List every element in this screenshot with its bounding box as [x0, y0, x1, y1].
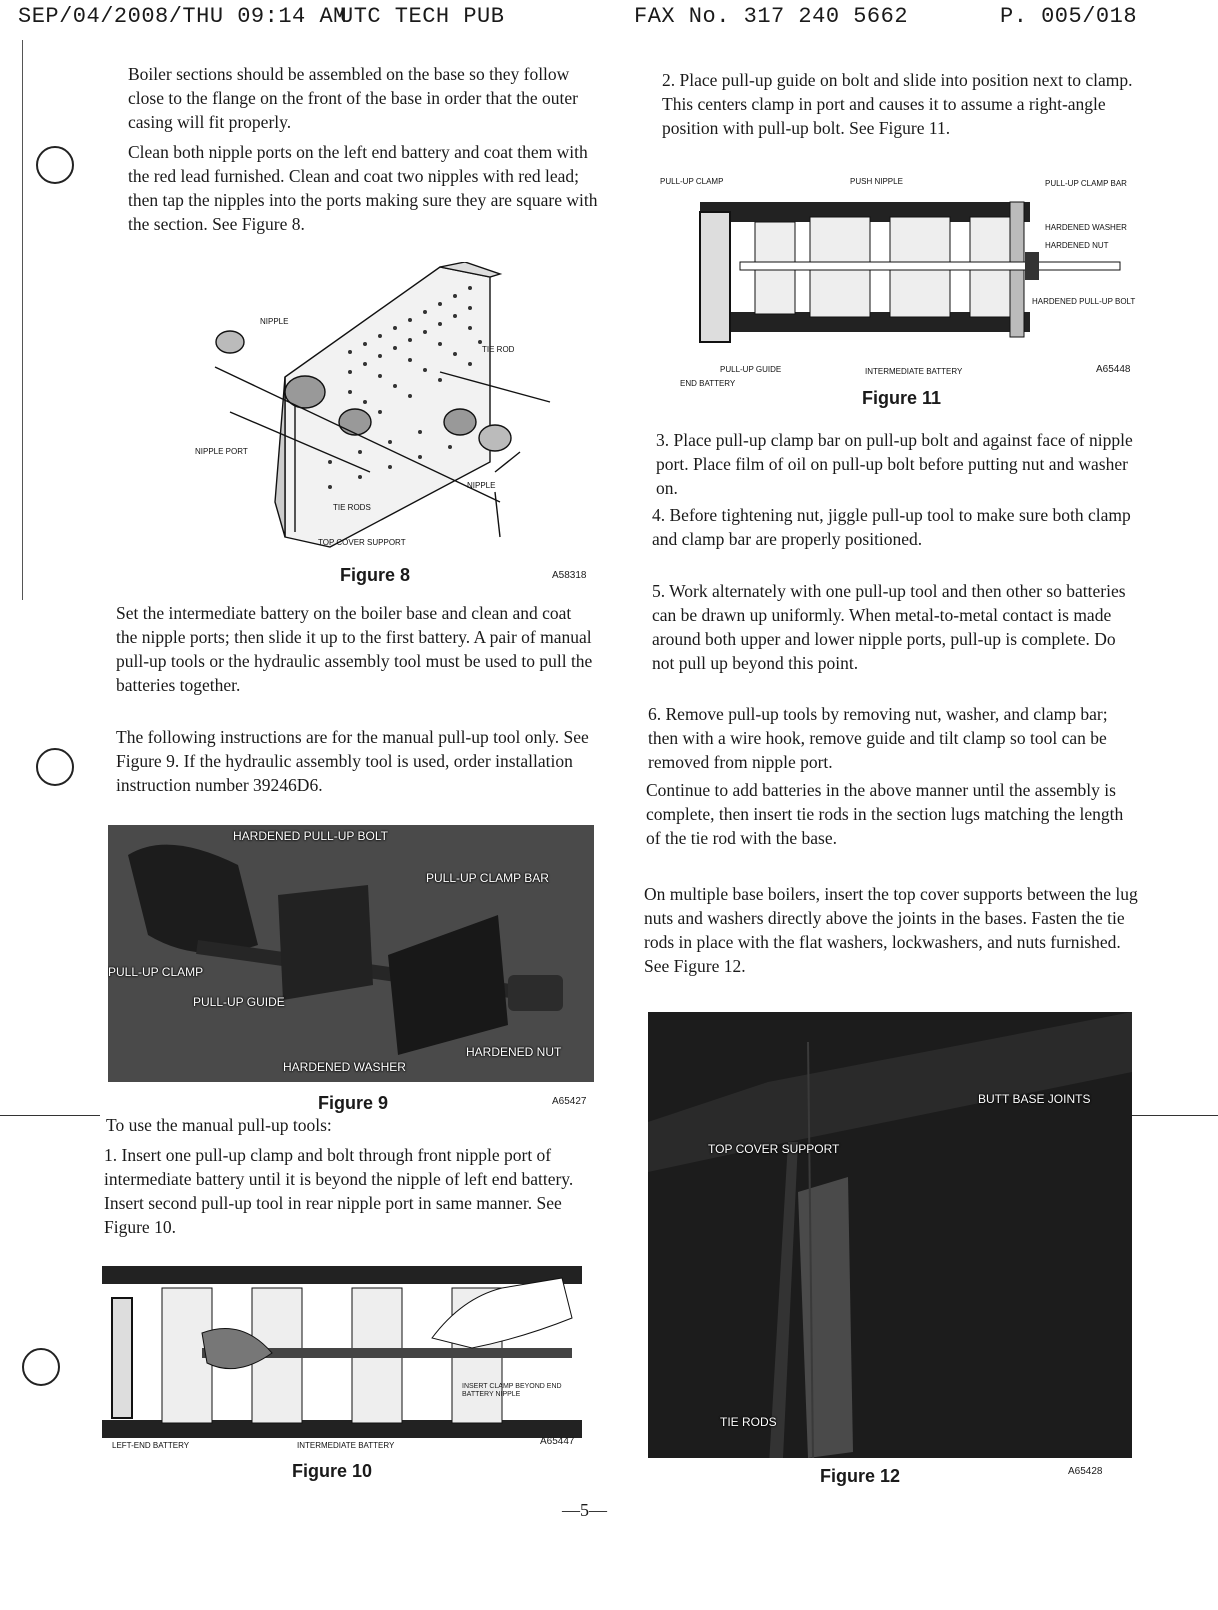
right-para-1: 2. Place pull-up guide on bolt and slide into position next to clamp. This centers clamp in port and causes it to assume a right-angle position with pull-up bolt. See Figure 11. [662, 70, 1133, 138]
fax-header [0, 4, 1218, 34]
figure-12-photo [648, 1012, 1132, 1458]
fig9-label-washer: HARDENED WASHER [283, 1060, 406, 1074]
fig11-label-clamp: PULL-UP CLAMP [660, 177, 724, 186]
fax-page: P. 005/018 [1000, 4, 1138, 29]
figure-11-code: A65448 [1096, 364, 1131, 375]
punch-hole-bottom [22, 1348, 60, 1386]
fig8-label-nipple-top: NIPPLE [260, 317, 289, 326]
fax-number: FAX No. 317 240 5662 [634, 4, 909, 29]
figure-9-caption: Figure 9 [318, 1093, 389, 1113]
figure-10-illustration [102, 1258, 582, 1456]
fig11-label-intermediate: INTERMEDIATE BATTERY [865, 367, 963, 376]
fig9-label-bolt: HARDENED PULL-UP BOLT [233, 829, 388, 843]
punch-hole-middle [36, 748, 74, 786]
right-rule [1125, 1115, 1218, 1116]
figure-12-caption: Figure 12 [820, 1466, 901, 1486]
fig9-label-clamp-bar: PULL-UP CLAMP BAR [426, 871, 549, 885]
fig8-label-nipple-right: NIPPLE [467, 481, 496, 490]
fig10-label-intermediate: INTERMEDIATE BATTERY [297, 1441, 395, 1450]
right-para-3: 4. Before tightening nut, jiggle pull-up tool to make sure both clamp and clamp bar are properly positioned. [652, 505, 1131, 549]
punch-hole-top [36, 146, 74, 184]
figure-10-caption: Figure 10 [292, 1461, 373, 1481]
figure-8-illustration [190, 262, 600, 562]
right-para-2: 3. Place pull-up clamp bar on pull-up bolt and against face of nipple port. Place film of oil on pull-up bolt before putting nut and washer on. [656, 430, 1133, 498]
left-para-1: Boiler sections should be assembled on the base so they follow close to the flange on the front of the base in order that the outer casing will fit properly. [128, 64, 578, 132]
figure-10-code: A65447 [540, 1436, 575, 1447]
page-number: —5— [562, 1500, 607, 1520]
fig9-label-clamp: PULL-UP CLAMP [108, 965, 204, 979]
fig11-label-washer: HARDENED WASHER [1045, 223, 1127, 232]
left-para-5: To use the manual pull-up tools: [106, 1115, 332, 1135]
fax-datetime: SEP/04/2008/THU 09:14 AM [18, 4, 347, 29]
fig8-label-tie-rods: TIE RODS [333, 503, 371, 512]
figure-8-code: A58318 [552, 570, 587, 581]
left-rule [0, 1115, 100, 1116]
right-para-4: 5. Work alternately with one pull-up tool and then other so batteries can be drawn up uniformly. When metal-to-metal contact is made around both upper and lower nipple ports, pull-up is complete. Do not pull up beyond this point. [652, 581, 1126, 673]
margin-line [22, 40, 23, 600]
fig9-label-guide: PULL-UP GUIDE [193, 995, 285, 1009]
figure-12-code: A65428 [1068, 1466, 1103, 1477]
figure-8-caption: Figure 8 [340, 565, 411, 585]
fig11-label-nut: HARDENED NUT [1045, 241, 1109, 250]
left-para-6: 1. Insert one pull-up clamp and bolt through front nipple port of intermediate battery until it is beyond the nipple of left end battery. Insert second pull-up tool in rear nipple port in same manner. See Figure 10. [104, 1145, 574, 1237]
figure-9-code: A65427 [552, 1096, 587, 1107]
fig8-label-tie-rod: TIE ROD [482, 345, 515, 354]
pull-up-bolt-shape [740, 262, 1120, 270]
right-para-7: On multiple base boilers, insert the top cover supports between the lug nuts and washers directly above the joints in the bases. Fasten the tie rods in place with the flat washers, lockwashers, and nuts furnished. See Figure 12. [644, 884, 1138, 976]
fig11-label-guide: PULL-UP GUIDE [720, 365, 782, 374]
fig11-label-clamp-bar: PULL-UP CLAMP BAR [1045, 179, 1127, 188]
left-para-3: Set the intermediate battery on the boiler base and clean and coat the nipple ports; then slide it up to the first battery. A pair of manual pull-up tools or the hydraulic assembly tool must be used to pull the batteries together. [116, 603, 593, 695]
figure-11-caption: Figure 11 [862, 388, 942, 408]
right-para-6: Continue to add batteries in the above manner until the assembly is complete, then insert tie rods in the section lugs matching the length of the tie rod with the base. [646, 780, 1124, 848]
figure-9-photo [108, 825, 594, 1082]
fig9-label-nut: HARDENED NUT [466, 1045, 562, 1059]
fig12-label-butt-joints: BUTT BASE JOINTS [978, 1092, 1091, 1106]
clamp-bar-shape [278, 885, 373, 1000]
fig10-label-insert-clamp: INSERT CLAMP BEYOND END BATTERY NIPPLE [462, 1383, 562, 1398]
left-para-4: The following instructions are for the manual pull-up tool only. See Figure 9. If the hydraulic assembly tool is used, order installation instruction number 39246D6. [116, 727, 589, 795]
fig8-label-top-cover-support: TOP COVER SUPPORT [318, 538, 406, 547]
right-para-5: 6. Remove pull-up tools by removing nut, washer, and clamp bar; then with a wire hook, remove guide and tilt clamp so tool can be removed from nipple port. [648, 704, 1108, 772]
fig11-label-bolt: HARDENED PULL-UP BOLT [1032, 297, 1136, 306]
fax-sender: UTC TECH PUB [340, 4, 505, 29]
fig12-label-tie-rods: TIE RODS [720, 1415, 777, 1429]
fig10-label-left-end: LEFT-END BATTERY [112, 1441, 190, 1450]
nipple-top-shape [216, 331, 244, 353]
fig11-label-push-nipple: PUSH NIPPLE [850, 177, 903, 186]
left-para-2: Clean both nipple ports on the left end battery and coat them with the red lead furnished. Clean and coat two nipples with red lead; then tap the nipples into the ports making sure they are square with the section. See Figure 8. [128, 142, 598, 234]
nut-shape [508, 975, 563, 1011]
nipple-right-shape [479, 425, 511, 451]
figure-11-illustration [660, 172, 1140, 390]
fig8-label-nipple-port: NIPPLE PORT [195, 447, 248, 456]
boiler-section-body [285, 267, 490, 547]
fig12-label-top-cover-support: TOP COVER SUPPORT [708, 1142, 840, 1156]
fig11-label-end-battery: END BATTERY [680, 379, 736, 388]
